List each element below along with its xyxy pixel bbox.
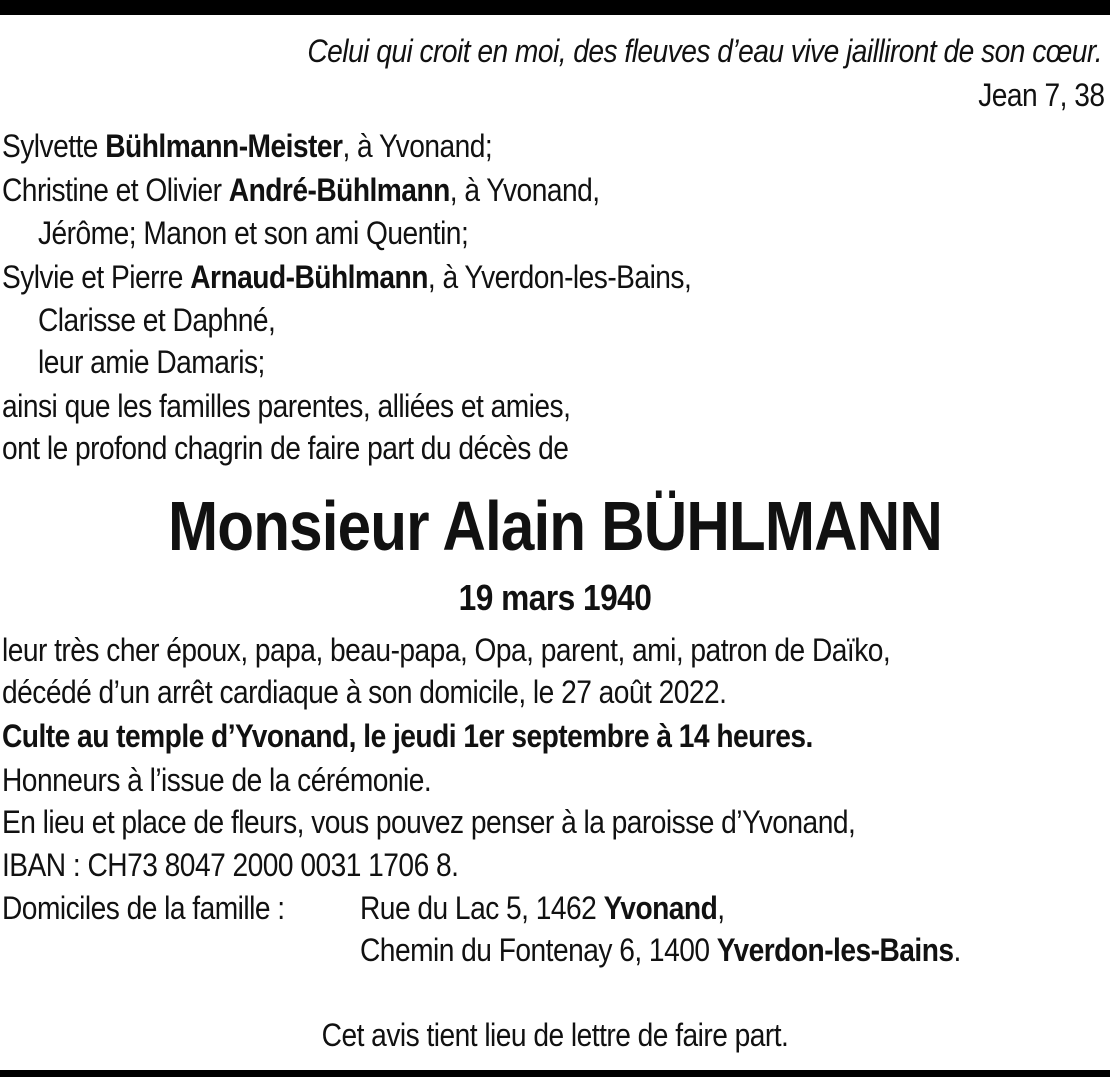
- family-line-5: Clarisse et Daphné,: [38, 302, 276, 338]
- body-line-2: décédé d’un arrêt cardiaque à son domicile, le 27 août 2022.: [2, 674, 727, 710]
- family-name-1: Bühlmann-Meister: [105, 128, 343, 164]
- closing-note: Cet avis tient lieu de lettre de faire part.: [321, 1017, 789, 1053]
- service-announcement: Culte au temple d’Yvonand, le jeudi 1er septembre à 14 heures.: [2, 718, 813, 754]
- bottom-border-rule: [0, 1070, 1110, 1077]
- body-line-5: En lieu et place de fleurs, vous pouvez penser à la paroisse d’Yvonand,: [2, 804, 856, 840]
- addresses-label: Domiciles de la famille :: [2, 890, 285, 926]
- deceased-name: Monsieur Alain BÜHLMANN: [168, 487, 942, 565]
- family-line-2: Christine et Olivier André-Bühlmann, à Yvonand,: [2, 172, 600, 208]
- family-line-3: Jérôme; Manon et son ami Quentin;: [38, 215, 469, 251]
- family-line-7: ainsi que les familles parentes, alliées et amies,: [2, 388, 571, 424]
- body-line-4: Honneurs à l’issue de la cérémonie.: [2, 762, 432, 798]
- iban-line: IBAN : CH73 8047 2000 0031 1706 8.: [2, 847, 459, 883]
- body-line-1: leur très cher époux, papa, beau-papa, Opa, parent, ami, patron de Daïko,: [2, 632, 891, 668]
- family-line-1: Sylvette Bühlmann-Meister, à Yvonand;: [2, 128, 493, 164]
- address-1: Rue du Lac 5, 1462 Yvonand,: [360, 890, 725, 926]
- family-name-2: André-Bühlmann: [228, 172, 450, 208]
- family-line-6: leur amie Damaris;: [38, 344, 265, 380]
- epigraph-quote: Celui qui croit en moi, des fleuves d’eau vive jailliront de son cœur.: [307, 33, 1102, 69]
- epigraph-reference: Jean 7, 38: [977, 77, 1104, 113]
- family-line-4: Sylvie et Pierre Arnaud-Bühlmann, à Yverdon-les-Bains,: [2, 259, 692, 295]
- birth-date: 19 mars 1940: [458, 577, 652, 618]
- address-2: Chemin du Fontenay 6, 1400 Yverdon-les-Bains.: [360, 932, 961, 968]
- top-border-rule: [0, 0, 1110, 15]
- family-name-3: Arnaud-Bühlmann: [190, 259, 428, 295]
- family-line-8: ont le profond chagrin de faire part du décès de: [2, 430, 569, 466]
